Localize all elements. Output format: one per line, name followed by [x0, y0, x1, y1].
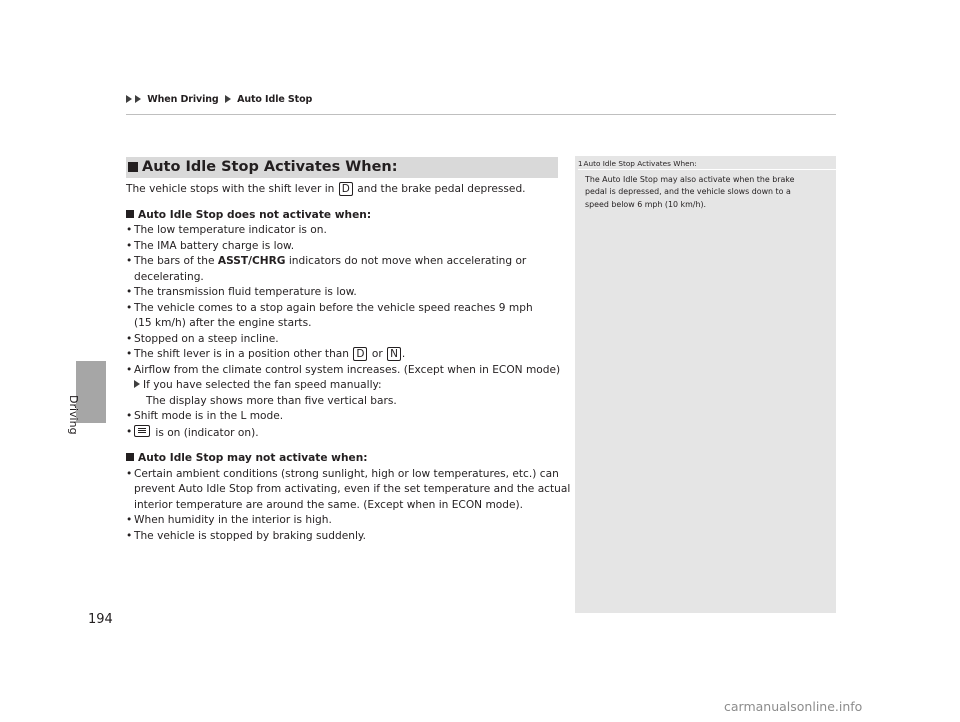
side-note-divider — [578, 169, 836, 170]
list-item: • Stopped on a steep incline. — [126, 332, 558, 348]
shift-n-key-icon: N — [387, 347, 401, 361]
shift-d-key-icon: D — [353, 347, 367, 361]
subheading-not-activate: Auto Idle Stop does not activate when: — [126, 208, 558, 224]
watermark: carmanualsonline.info — [724, 699, 863, 714]
list-item: • The transmission fluid temperature is low. — [126, 285, 558, 301]
header-divider — [126, 114, 836, 115]
breadcrumb — [126, 94, 315, 105]
chapter-tab-label: Driving — [67, 395, 80, 435]
list-item: • The vehicle comes to a stop again before the vehicle speed reaches 9 mph — [126, 301, 558, 317]
list-item-continued: prevent Auto Idle Stop from activating, even if the set temperature and the actual — [134, 483, 571, 495]
list-item: • is on (indicator on). — [126, 425, 558, 442]
sub-note: If you have selected the fan speed manually: — [126, 378, 558, 394]
square-bullet-icon — [126, 210, 134, 218]
list-item-continued: decelerating. — [134, 270, 204, 283]
subheading-may-not-activate: Auto Idle Stop may not activate when: — [126, 451, 558, 467]
list-item: • The vehicle is stopped by braking suddenly. — [126, 529, 558, 545]
sub-note-continued: The display shows more than five vertical bars. — [146, 394, 397, 407]
list-item: • Airflow from the climate control system increases. (Except when in ECON mode) — [126, 363, 558, 379]
arrow-icon — [126, 95, 132, 103]
section-heading — [126, 157, 558, 178]
note-number: 1 — [578, 160, 583, 168]
asst-chrg-label: ASST/CHRG — [217, 255, 286, 267]
list-item: • The low temperature indicator is on. — [126, 223, 558, 239]
arrow-icon — [135, 95, 141, 103]
page-number: 194 — [88, 612, 113, 627]
square-bullet-icon — [126, 453, 134, 461]
side-note-panel — [575, 156, 836, 613]
arrow-icon — [134, 380, 140, 388]
square-bullet-icon — [128, 162, 138, 172]
intro-text: The vehicle stops with the shift lever in D and the brake pedal depressed. — [126, 183, 526, 195]
side-note-body: The Auto Idle Stop may also activate when the brake pedal is depressed, and the vehicle slows down to a speed below 6 mph (10 km/h). — [585, 175, 795, 209]
breadcrumb-item[interactable]: When Driving — [147, 94, 219, 105]
list-item: • Shift mode is in the L mode. — [126, 409, 558, 425]
list-item: • The bars of the ASST/CHRG indicators do not move when accelerating or — [126, 254, 558, 270]
list-item-continued: interior temperature are around the same. (Except when in ECON mode). — [134, 498, 524, 511]
chapter-tab[interactable] — [76, 361, 106, 423]
shift-d-key-icon: D — [339, 182, 353, 196]
list-item: • When humidity in the interior is high. — [126, 513, 558, 529]
breadcrumb-item[interactable]: Auto Idle Stop — [237, 94, 313, 105]
defroster-icon — [134, 425, 150, 437]
arrow-icon — [225, 95, 231, 103]
list-item: • Certain ambient conditions (strong sunlight, high or low temperatures, etc.) can — [126, 467, 558, 483]
list-item-continued: (15 km/h) after the engine starts. — [134, 317, 312, 329]
list-item: • The IMA battery charge is low. — [126, 239, 558, 255]
list-item: • The shift lever is in a position other than D or N . — [126, 347, 558, 363]
section-title: Auto Idle Stop Activates When: — [142, 159, 398, 175]
main-content — [126, 157, 571, 544]
side-note-title: 1Auto Idle Stop Activates When: — [578, 159, 697, 168]
